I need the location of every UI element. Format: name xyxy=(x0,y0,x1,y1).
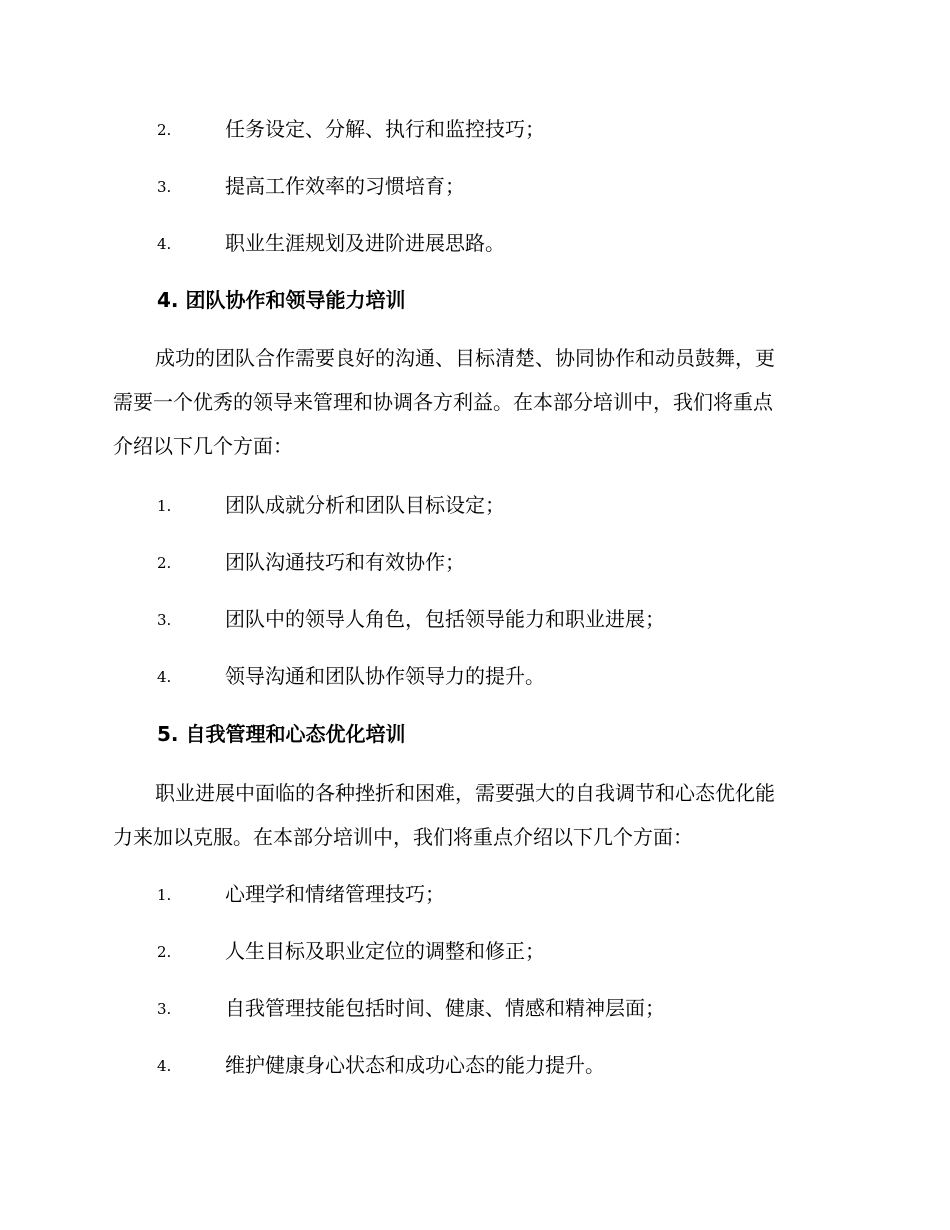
list-text: 提高工作效率的习惯培育； xyxy=(225,174,465,198)
list-text: 心理学和情绪管理技巧； xyxy=(225,882,445,906)
paragraph-line: 职业进展中面临的各种挫折和困难，需要强大的自我调节和心态优化能 xyxy=(155,781,775,805)
list-text: 职业生涯规划及进阶进展思路。 xyxy=(225,231,505,255)
section-heading: 4. 团队协作和领导能力培训 xyxy=(157,288,406,312)
list-text: 团队沟通技巧和有效协作； xyxy=(225,550,465,574)
list-item xyxy=(0,1050,950,1080)
list-number: 3. xyxy=(157,1000,172,1018)
paragraph-line: 需要一个优秀的领导来管理和协调各方利益。在本部分培训中，我们将重点 xyxy=(113,390,773,414)
list-number: 2. xyxy=(157,943,172,961)
section-heading: 5. 自我管理和心态优化培训 xyxy=(157,722,406,746)
list-number: 2. xyxy=(157,121,172,139)
list-item xyxy=(0,228,950,258)
list-text: 团队中的领导人角色，包括领导能力和职业进展； xyxy=(225,607,665,631)
list-number: 1. xyxy=(157,886,172,904)
paragraph-line: 介绍以下几个方面： xyxy=(113,434,293,458)
list-item xyxy=(0,547,950,577)
list-item xyxy=(0,171,950,201)
list-number: 2. xyxy=(157,554,172,572)
paragraph-line: 力来加以克服。在本部分培训中，我们将重点介绍以下几个方面： xyxy=(113,825,693,849)
list-number: 3. xyxy=(157,178,172,196)
list-item xyxy=(0,936,950,966)
list-number: 4. xyxy=(157,235,172,253)
list-number: 4. xyxy=(157,1057,172,1075)
paragraph-line: 成功的团队合作需要良好的沟通、目标清楚、协同协作和动员鼓舞，更 xyxy=(155,346,775,370)
list-item xyxy=(0,114,950,144)
list-text: 任务设定、分解、执行和监控技巧； xyxy=(225,117,545,141)
list-item xyxy=(0,490,950,520)
list-text: 维护健康身心状态和成功心态的能力提升。 xyxy=(225,1053,605,1077)
list-item xyxy=(0,661,950,691)
section-paragraph xyxy=(113,336,833,468)
list-number: 4. xyxy=(157,668,172,686)
list-text: 团队成就分析和团队目标设定； xyxy=(225,493,505,517)
list-item xyxy=(0,604,950,634)
list-text: 领导沟通和团队协作领导力的提升。 xyxy=(225,664,545,688)
list-item xyxy=(0,879,950,909)
list-number: 1. xyxy=(157,497,172,515)
list-text: 人生目标及职业定位的调整和修正； xyxy=(225,939,545,963)
section-paragraph xyxy=(113,771,833,859)
list-item xyxy=(0,993,950,1023)
list-number: 3. xyxy=(157,611,172,629)
list-text: 自我管理技能包括时间、健康、情感和精神层面； xyxy=(225,996,665,1020)
